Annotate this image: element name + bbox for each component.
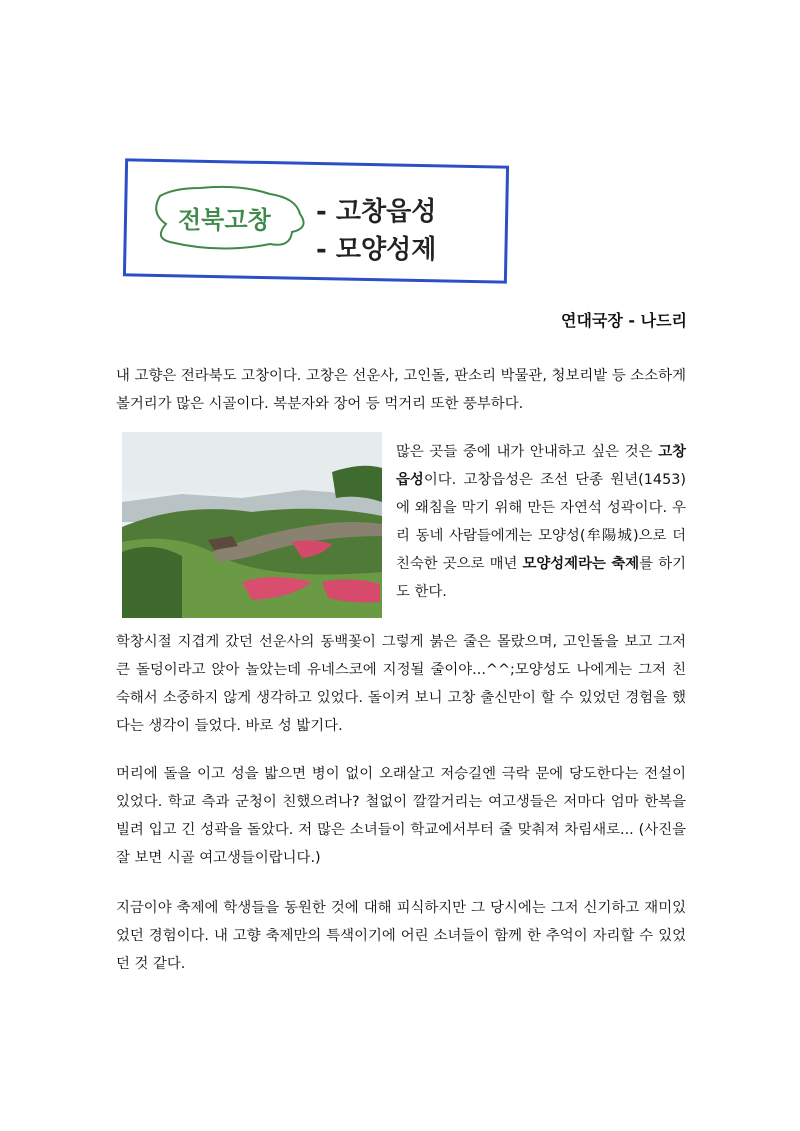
fortress-name-bold: 고창읍성 <box>396 444 686 488</box>
title-banner <box>120 158 520 288</box>
closing-paragraph: 지금이야 축제에 학생들을 동원한 것에 대해 피식하지만 그 당시에는 그저 신기하고 재미있었던 경험이다. 내 고향 축제만의 특색이기에 어린 소녀들이 함께 한 추억이 자리할 수 있었던 것 같다. <box>116 900 686 972</box>
region-label: 전북고창 <box>178 206 271 234</box>
intro-paragraph: 내 고향은 전라북도 고창이다. 고창은 선운사, 고인돌, 판소리 박물관, 청보리밭 등 소소하게 볼거리가 많은 시골이다. 복분자와 장어 등 먹거리 또한 풍부하다. <box>116 368 686 412</box>
legend-paragraph: 머리에 돌을 이고 성을 밟으면 병이 없이 오래살고 저승길엔 극락 문에 당도한다는 전설이 있었다. 학교 측과 군청이 친했으려나? 철없이 깔깔거리는 여고생들은 저마다 엄마 한복을 빌려 입고 긴 성곽을 돌았다. 저 많은 소녀들이 학교에서부터 줄 맞춰져 차림새로... (사진을 잘 보면 시골 여고생들이랍니다.) <box>116 766 686 866</box>
festival-name-bold: 모양성제라는 축제 <box>522 556 640 572</box>
fortress-text-e: 를 하기도 한다. <box>396 556 686 600</box>
title-line-1: - 고창읍성 <box>316 197 437 227</box>
fortress-text-c: 이다. 고창읍성은 조선 단종 원년(1453)에 왜침을 막기 위해 만든 자연석 성곽이다. 우리 동네 사람들에게는 모양성(牟陽城)으로 더 친숙한 곳으로 매년 <box>396 472 686 572</box>
fortress-photo <box>122 432 382 618</box>
fortress-text-a: 많은 곳들 중에 내가 안내하고 싶은 것은 <box>396 444 659 460</box>
memory-paragraph: 학창시절 지겹게 갔던 선운사의 동백꽃이 그렇게 붉은 줄은 몰랐으며, 고인돌을 보고 그저 큰 돌덩이라고 앉아 놀았는데 유네스코에 지정될 줄이야...^^;모양성도 나에게는 그저 친숙해서 소중하지 않게 생각하고 있었다. 돌이켜 보니 고창 출신만이 할 수 있었던 경험을 했다는 생각이 들었다. 바로 성 밟기다. <box>116 634 686 734</box>
title-line-2: - 모양성제 <box>316 235 437 265</box>
fortress-paragraph <box>396 438 686 606</box>
author-line: 연대국장 - 나드리 <box>561 311 687 330</box>
